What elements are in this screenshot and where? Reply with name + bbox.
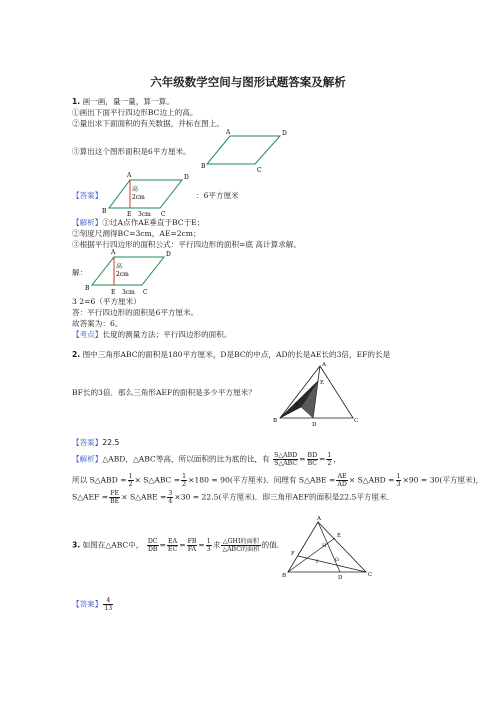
q3-fig-label-h: H xyxy=(322,543,327,549)
q1-answer-tag: 【答案】 xyxy=(72,191,103,200)
q3-eq3: = xyxy=(198,540,205,550)
q3-fig-label-f: F xyxy=(291,551,295,557)
q2-f4-result: ×30 = 22.5 xyxy=(174,492,219,502)
q2-answer-value: 22.5 xyxy=(102,438,120,447)
q2-f2-half-den: 2 xyxy=(128,481,133,488)
q1-fig3-base-value: 3cm xyxy=(122,289,135,296)
q2-frac1-eq: = xyxy=(299,454,306,464)
q3-frac-ea-ec xyxy=(167,538,178,553)
q1-fig3-height-value: 2cm xyxy=(116,271,129,278)
q1-so-answer: 故答案为：6。 xyxy=(72,319,123,328)
q1-number: 1. xyxy=(72,97,81,106)
q3-prompt xyxy=(72,538,279,553)
q3-triangle-figure xyxy=(280,514,375,582)
q3-prompt-a: 如图在△ABC中， xyxy=(82,540,144,550)
q2-explain1 xyxy=(72,452,341,467)
q1-point-text: 长度的测量方法；平行四边形的面积。 xyxy=(102,330,232,339)
q1-solve-label: 解： xyxy=(72,268,88,277)
q2-fraction-area-ratio xyxy=(273,452,298,467)
q1-step2: ②量出求下面面积的有关数据，并标在图上。 xyxy=(72,119,224,128)
q3-abc: △ABC的面积 xyxy=(222,546,260,553)
q1-answer-text: ：6平方厘米 xyxy=(196,191,239,200)
q2-frac2-eq: = xyxy=(319,454,326,464)
q1-explain1 xyxy=(72,218,204,228)
q1-reply: 答：平行四边形的面积是6平方厘米。 xyxy=(72,308,199,317)
q2-f3-third xyxy=(396,473,402,488)
q2-f3-mid: × S△ABD = xyxy=(348,475,395,485)
q1-explain3: ③根据平行四边形的面积公式：平行四边形的面积=底 高计算求解。 xyxy=(72,240,301,249)
q2-fig-label-c: C xyxy=(354,418,359,424)
q2-line1-text: 图中三角形ABC的面积是180平方厘米，D是BC的中点，AD的长是AE长的3倍，EF的长是 xyxy=(82,350,391,359)
q1-prompt xyxy=(72,97,174,107)
q1-point-tag: 【考点】 xyxy=(72,330,103,339)
q1-fig2-label-c: C xyxy=(161,211,166,218)
q3-fig-label-d: D xyxy=(338,575,343,581)
q2-f3-den: AD xyxy=(337,481,347,488)
q2-f2-lhs: S△ABD = xyxy=(89,475,127,485)
q3-frac-areas xyxy=(221,538,260,553)
q3-third-num: 1 xyxy=(206,538,211,545)
q2-frac1-den: S△ABC xyxy=(274,460,298,467)
q3-eq1: = xyxy=(159,540,166,550)
q2-f2-half xyxy=(128,473,134,488)
q1-fig1-label-b: B xyxy=(201,163,206,170)
q2-fig-label-f: F xyxy=(295,403,299,409)
q1-fig3-label-e: E xyxy=(111,289,116,296)
q2-frac2-num: BD xyxy=(307,452,318,459)
q2-fraction-side-ratio xyxy=(307,452,319,467)
q1-answer-figure xyxy=(100,170,195,218)
q1-fig1-label-c: C xyxy=(257,167,262,174)
q1-fig3-label-d: D xyxy=(166,251,171,258)
q2-explain2 xyxy=(72,473,483,488)
q3-ghi: △GHI的面积 xyxy=(222,538,259,545)
q2-f2-half-b-den: 2 xyxy=(182,481,187,488)
q3-fa: FA xyxy=(187,546,197,553)
q2-explain3 xyxy=(72,490,394,505)
q3-eq2: = xyxy=(179,540,186,550)
q2-f3-third-num: 1 xyxy=(396,473,401,480)
q2-f3-third-den: 3 xyxy=(396,481,401,488)
q3-answer-fraction xyxy=(103,597,113,612)
q2-frac3-den: 2 xyxy=(327,460,332,467)
q2-explain-tag: 【解析】 xyxy=(72,454,103,464)
q2-explain2-mid: (平方厘米)．同理有 xyxy=(229,475,297,485)
q1-fig2-label-b: B xyxy=(102,208,107,215)
q2-fig-label-b: B xyxy=(273,418,278,424)
q1-explain-tag: 【解析】 xyxy=(72,218,103,227)
q2-fig-label-d: D xyxy=(312,422,317,428)
q1-point xyxy=(72,330,231,340)
q3-fig-label-c: C xyxy=(368,572,373,578)
q2-prompt-line1 xyxy=(72,350,390,360)
q2-fig-label-e: E xyxy=(320,380,325,386)
q2-f2-half-b xyxy=(181,473,187,488)
q1-step1: ①画出下面平行四边形BC边上的高。 xyxy=(72,108,198,117)
q1-fig3-label-b: B xyxy=(85,285,90,292)
q1-fig2-height-label: 高 xyxy=(132,186,139,193)
q1-fig2-label-d: D xyxy=(184,174,189,181)
q2-fig-label-a: A xyxy=(322,362,326,368)
q1-step3: ③算出这个图形面积是6平方厘米。 xyxy=(72,147,191,156)
q2-f4-ratio xyxy=(109,490,120,505)
q2-answer xyxy=(72,438,119,448)
q2-triangle-figure xyxy=(270,360,365,430)
page-title: 六年级数学空间与图形试题答案及解析 xyxy=(150,75,346,89)
q2-f4-q-num: 3 xyxy=(168,490,173,497)
q3-third-den: 3 xyxy=(206,546,211,553)
q3-answer xyxy=(72,597,114,612)
q1-explain1-text: ①过A点作AE垂直于BC于E； xyxy=(102,218,205,227)
q1-answer xyxy=(72,191,102,201)
q1-fig3-height-label: 高 xyxy=(116,263,123,270)
q2-f3-result: ×90 = 30 xyxy=(402,475,440,485)
q3-fig-label-i: I xyxy=(316,559,318,565)
q3-frac-fb-fa xyxy=(187,538,198,553)
q2-f4-num: FE xyxy=(110,490,120,497)
q2-explain3-text: (平方厘米)．即三角形AEF的面积是22.5平方厘米． xyxy=(218,492,395,502)
q3-answer-num: 4 xyxy=(103,597,113,605)
q2-explain1-end: ， xyxy=(333,454,341,464)
q2-f2-result: ×180 = 90 xyxy=(188,475,230,485)
q1-fig2-base-value: 3cm xyxy=(138,211,151,218)
q3-fig-label-e: E xyxy=(337,533,342,539)
q2-explain2-so: 所以 xyxy=(72,475,88,485)
q3-answer-den: 13 xyxy=(104,605,113,612)
q3-frac-third xyxy=(206,538,212,553)
q1-fig2-label-e: E xyxy=(127,211,132,218)
q3-prompt-c: 的值. xyxy=(261,540,280,550)
q1-fig3-label-c: C xyxy=(143,289,148,296)
q1-solution-figure xyxy=(82,247,177,297)
q2-f3-num: AE xyxy=(337,473,347,480)
q2-f4-lhs: S△AEF = xyxy=(72,492,109,502)
q3-prompt-b: 求 xyxy=(212,540,221,550)
q3-fb: FB xyxy=(187,538,197,545)
q3-dc: DC xyxy=(147,538,158,545)
q1-calc: 3 2=6（平方厘米） xyxy=(72,297,141,306)
q1-explain2: ②刻度尺测得BC=3cm，AE=2cm； xyxy=(72,229,201,238)
q3-db: DB xyxy=(147,546,158,553)
q3-fig-label-g: G xyxy=(335,557,339,563)
q1-fig2-height-value: 2cm xyxy=(132,194,145,201)
q2-prompt-line2: BF长的3倍．那么三角形AEF的面积是多少平方厘米？ xyxy=(72,388,256,397)
q3-fig-label-a: A xyxy=(317,516,321,522)
q2-f2-half-b-num: 1 xyxy=(182,473,187,480)
q2-fraction-half xyxy=(326,452,332,467)
q2-frac2-den: BC xyxy=(307,460,317,467)
q3-ea: EA xyxy=(168,538,178,545)
q3-fig-label-b: B xyxy=(282,573,287,579)
q2-f3-lhs: S△ABE = xyxy=(298,475,336,485)
q2-explain1-text: △ABD，△ABC等高，所以面积的比为底的比，有 xyxy=(102,454,270,464)
q2-f4-den: BE xyxy=(110,498,120,505)
q2-f3-ratio xyxy=(336,473,347,488)
q3-frac-dc-db xyxy=(147,538,159,553)
q1-fig1-label-a: A xyxy=(226,129,231,136)
q2-f4-quarter xyxy=(167,490,173,505)
q2-frac1-num: S△ABD xyxy=(274,452,298,459)
q1-parallelogram-figure xyxy=(200,126,290,176)
q2-f4-mid: × S△ABE = xyxy=(121,492,167,502)
q1-fig3-label-a: A xyxy=(111,249,116,256)
q3-ec: EC xyxy=(167,546,178,553)
q2-f4-q-den: 4 xyxy=(168,498,173,505)
q2-f2-mid: × S△ABC = xyxy=(134,475,181,485)
q1-fig2-label-a: A xyxy=(127,172,132,179)
q1-prompt-text: 画一画，量一量，算一算。 xyxy=(82,97,174,106)
q2-f2-half-num: 1 xyxy=(128,473,133,480)
q2-frac3-num: 1 xyxy=(327,452,332,459)
q3-answer-tag: 【答案】 xyxy=(72,599,103,609)
q2-explain2-end: (平方厘米)， xyxy=(439,475,484,485)
q2-answer-tag: 【答案】 xyxy=(72,438,103,447)
q1-fig1-label-d: D xyxy=(282,130,287,137)
q3-number: 3. xyxy=(72,540,81,550)
q2-number: 2. xyxy=(72,350,81,359)
